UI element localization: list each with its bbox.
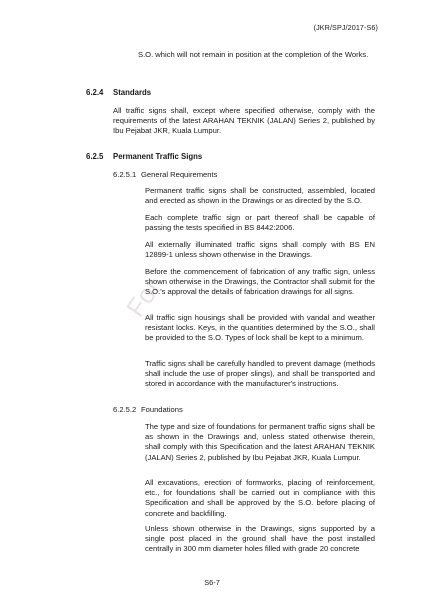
- subsection-title: Foundations: [141, 405, 183, 414]
- page-number: S6-7: [204, 578, 220, 587]
- paragraph-text: Each complete traffic sign or part thereof shall be capable of passing the tests specified in BS 8442:2006.: [145, 213, 375, 233]
- paragraph: [145, 359, 375, 390]
- paragraph: [145, 313, 375, 344]
- subsection-heading-6-2-5-1: [113, 170, 217, 179]
- paragraph-text: All traffic sign housings shall be provided with vandal and weather resistant locks. Keys, in the quantities determined by the S.O., shall be provided to the S.O. Types of lock shall be kept to a minimum.: [145, 313, 375, 343]
- paragraph-text: All externally illuminated traffic signs shall comply with BS EN 12899-1 unless shown otherwise in the Drawings.: [145, 240, 375, 260]
- paragraph: [145, 240, 375, 260]
- paragraph: [145, 478, 375, 519]
- paragraph-text: The type and size of foundations for permanent traffic signs shall be as shown in the Drawings and, unless stated otherwise therein, shall comply with this Specification and the latest ARAHAN TEKNIK (JALAN) Series 2, published by Ibu Pejabat JKR, Kuala Lumpur.: [145, 422, 375, 462]
- paragraph-text: Traffic signs shall be carefully handled to prevent damage (methods shall include the use of proper slings), and shall be transported and stored in accordance with the manufacturer's instructions.: [145, 359, 375, 389]
- section-number: 6.2.4: [86, 88, 104, 97]
- intro-paragraph: [138, 50, 375, 60]
- paragraph-text: All excavations, erection of formworks, placing of reinforcement, etc., for foundations shall be carried out in compliance with this Specification and shall be approved by the S.O. before placing of concrete and backfilling.: [145, 478, 375, 518]
- intro-text: S.O. which will not remain in position at the completion of the Works.: [138, 50, 369, 59]
- section-title: Standards: [113, 88, 152, 97]
- subsection-number: 6.2.5.2: [113, 405, 137, 414]
- watermark: For: [120, 273, 167, 323]
- section-text: All traffic signs shall, except where specified otherwise, comply with the requirements of the latest ARAHAN TEKNIK (JALAN) Series 2, published by Ibu Pejabat JKR, Kuala Lumpur.: [113, 106, 375, 136]
- section-paragraph: [113, 106, 375, 137]
- section-number: 6.2.5: [86, 152, 104, 161]
- subsection-title: General Requirements: [141, 170, 218, 179]
- paragraph-text: Before the commencement of fabrication of any traffic sign, unless shown otherwise in the Drawings, the Contractor shall submit for the S.O.'s approval the details of fabrication drawings for all signs.: [145, 267, 375, 297]
- paragraph: [145, 213, 375, 233]
- paragraph: [145, 186, 375, 206]
- paragraph: [145, 267, 375, 298]
- section-heading-6-2-5: [86, 152, 202, 161]
- subsection-number: 6.2.5.1: [113, 170, 137, 179]
- paragraph: [145, 524, 375, 555]
- document-reference: (JKR/SPJ/2017-S6): [313, 23, 378, 32]
- section-title: Permanent Traffic Signs: [113, 152, 203, 161]
- paragraph-text: Unless shown otherwise in the Drawings, signs supported by a single post placed in the ground shall have the post installed centrally in 300 mm diameter holes filled with grade 20 concrete: [145, 524, 375, 554]
- subsection-heading-6-2-5-2: [113, 405, 183, 414]
- paragraph-text: Permanent traffic signs shall be constructed, assembled, located and erected as shown in the Drawings or as directed by the S.O.: [145, 186, 375, 206]
- section-heading-6-2-4: [86, 88, 151, 97]
- paragraph: [145, 422, 375, 463]
